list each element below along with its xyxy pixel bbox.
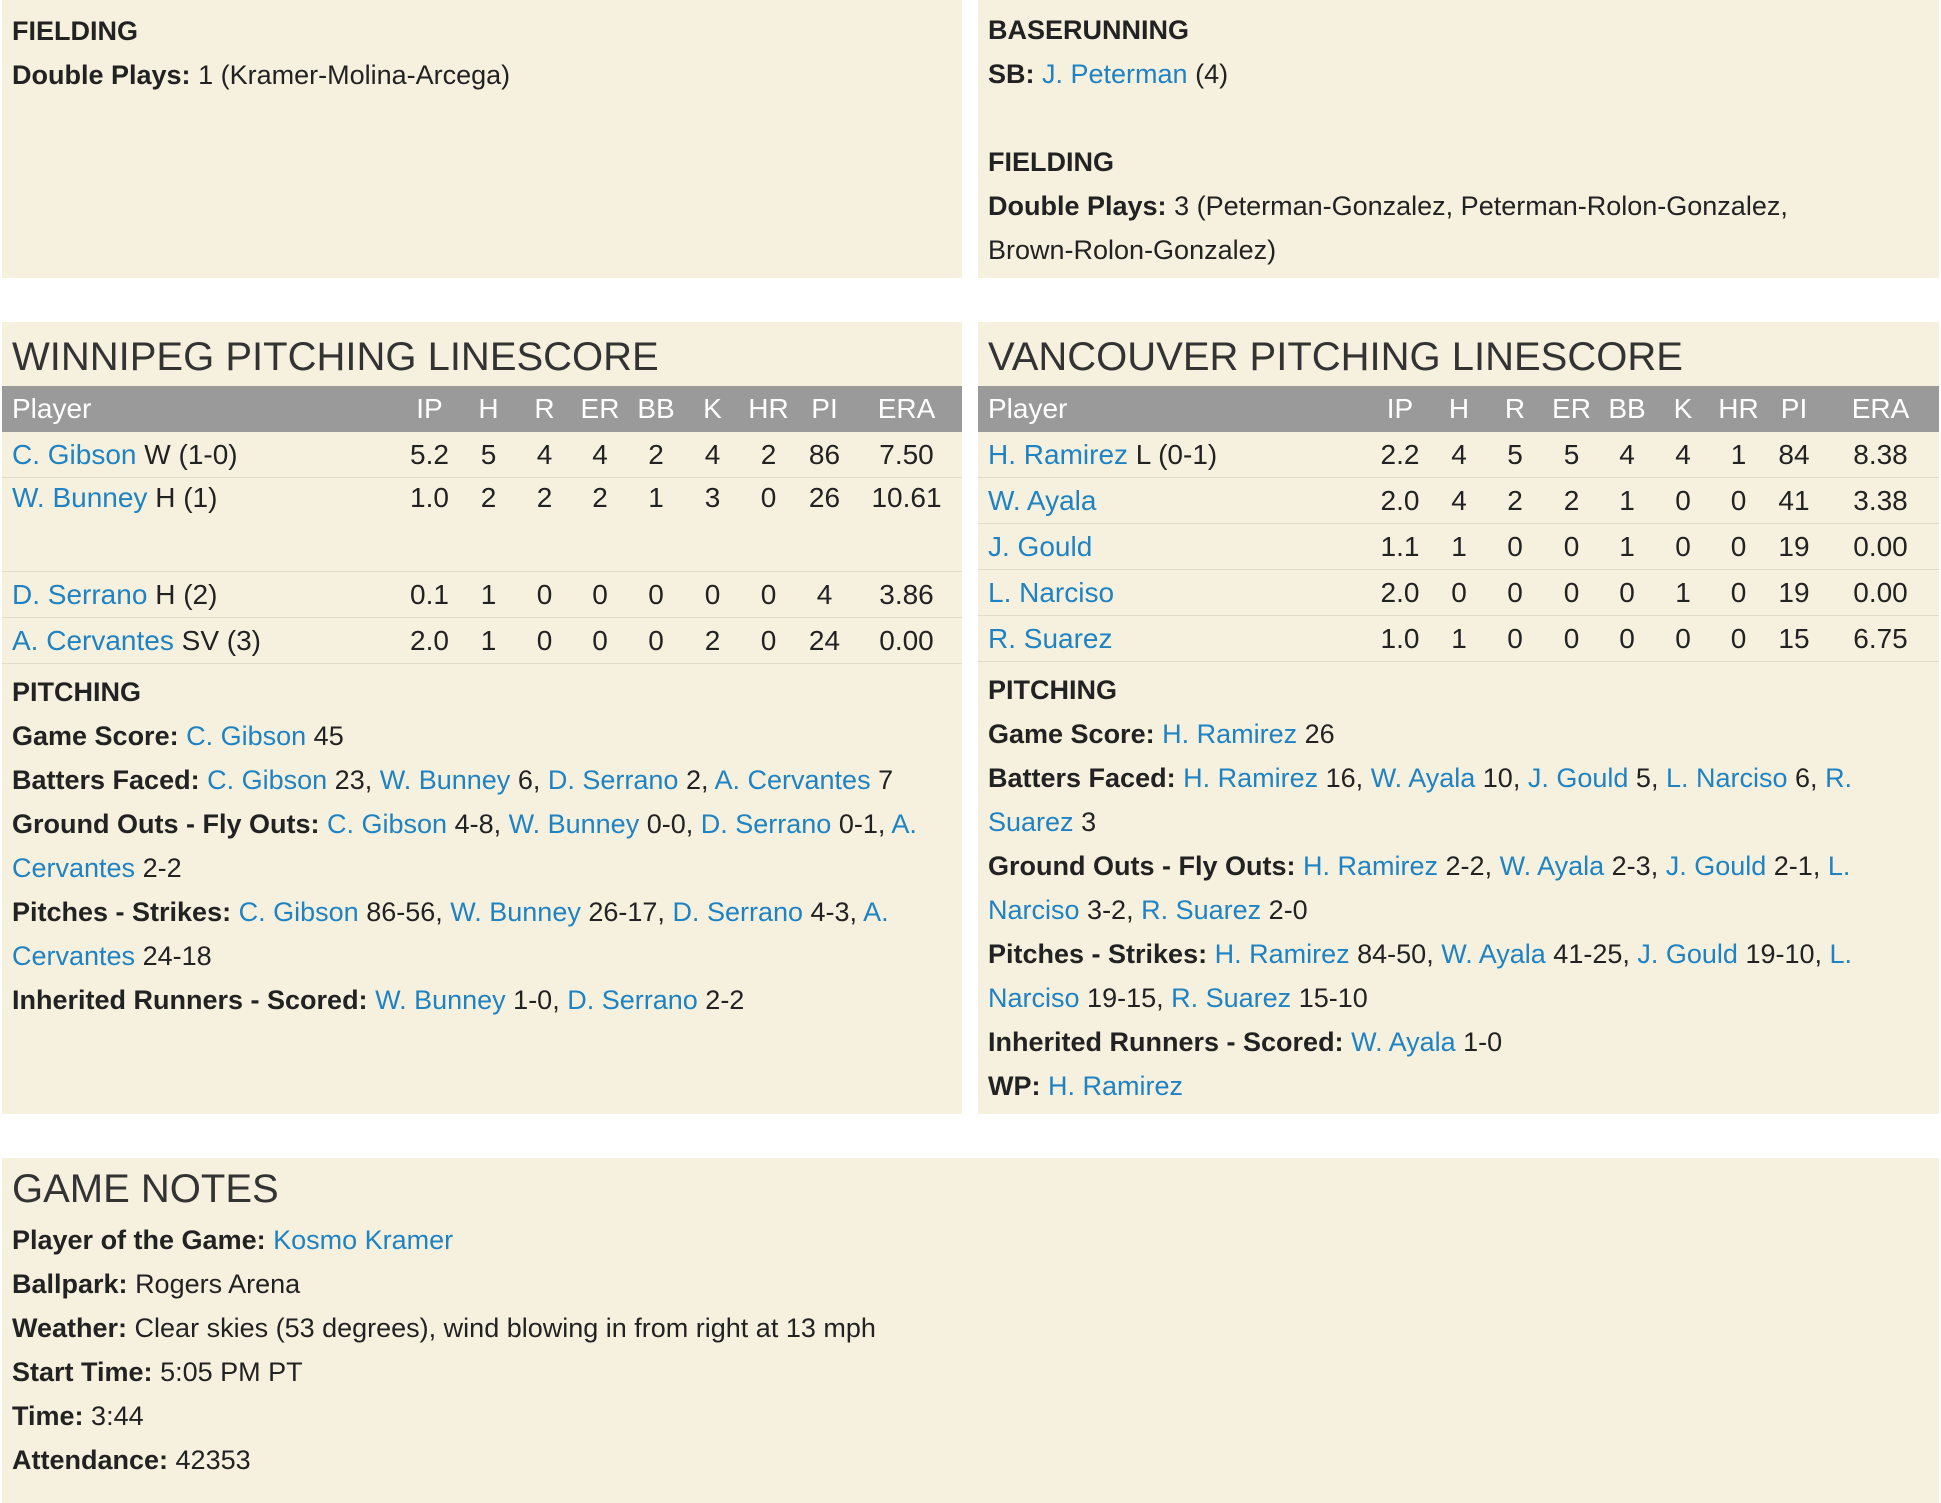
player-link[interactable]: H. Ramirez [1303, 851, 1439, 881]
player-link[interactable]: A. Cervantes [12, 624, 174, 656]
player-link[interactable]: Cervantes [12, 853, 136, 883]
col-header: R [515, 386, 574, 432]
wild-pitch-label: WP: [988, 1071, 1041, 1101]
stat-cell: 5 [1486, 432, 1544, 478]
player-link[interactable]: W. Ayala [1351, 1027, 1456, 1057]
batters-faced-label: Batters Faced: [988, 763, 1176, 793]
player-cell [978, 570, 1368, 616]
stat-value: 19-15 [1087, 983, 1157, 1013]
col-header: IP [397, 386, 462, 432]
decision-note: L (0-1) [1135, 438, 1218, 470]
batters-faced-line: Batters Faced: H. Ramirez 16, W. Ayala 10, J. Gould 5, L. Narciso 6, R. [988, 763, 1853, 793]
stat-value: 0-0 [646, 809, 686, 839]
sb-label: SB: [988, 59, 1035, 89]
stat-cell: 2.0 [1368, 478, 1432, 524]
stat-value: 2-0 [1268, 895, 1308, 925]
player-link[interactable]: W. Ayala [1370, 763, 1476, 793]
stat-cell: 4 [574, 432, 626, 478]
stat-cell: 6.75 [1822, 616, 1939, 662]
inherited-runners-label: Inherited Runners - Scored: [12, 985, 368, 1015]
stat-cell: 2 [1544, 478, 1599, 524]
pitches-strikes-continued [12, 934, 952, 978]
stat-cell: 2 [739, 432, 798, 478]
stat-cell: 4 [686, 432, 739, 478]
stat-cell: 0 [626, 572, 686, 618]
game-time-label: Time: [12, 1401, 84, 1431]
decision-note: W (1-0) [144, 438, 238, 470]
player-link[interactable]: H. Ramirez [988, 438, 1129, 470]
col-header: K [1655, 386, 1711, 432]
pitches-strikes-continued: Narciso 19-15, R. Suarez 15-10 [988, 983, 1368, 1013]
stat-value: 4-8 [454, 809, 494, 839]
player-cell [978, 478, 1368, 524]
col-header: R [1486, 386, 1544, 432]
stat-cell: 24 [798, 618, 851, 664]
vancouver-linescore-title: VANCOUVER PITCHING LINESCORE [988, 335, 1683, 379]
stat-value: 6 [1795, 763, 1811, 793]
stat-value: 6 [517, 765, 533, 795]
stat-value: 2-3 [1611, 851, 1651, 881]
stat-value: 2-2 [1445, 851, 1485, 881]
stat-cell: 0 [626, 618, 686, 664]
col-header: Player [978, 386, 1368, 432]
player-link[interactable]: A. [863, 897, 889, 927]
table-row [978, 570, 1939, 616]
stat-cell: 2 [626, 432, 686, 478]
stat-cell: 2.0 [397, 618, 462, 664]
player-link[interactable]: J. Gould [1637, 939, 1738, 969]
potg-label: Player of the Game: [12, 1225, 266, 1255]
stat-cell: 0 [1655, 524, 1711, 570]
stat-cell: 0 [1432, 570, 1486, 616]
col-header: ER [574, 386, 626, 432]
player-link[interactable]: C. Gibson [238, 897, 359, 927]
player-cell [978, 524, 1368, 570]
player-link[interactable]: L. Narciso [988, 576, 1115, 608]
ground-fly-outs-continued: Narciso 3-2, R. Suarez 2-0 [988, 895, 1308, 925]
stat-cell: 86 [798, 432, 851, 478]
stat-value: 4-3 [810, 897, 850, 927]
col-header: H [1432, 386, 1486, 432]
player-link[interactable]: H. Ramirez [1048, 1071, 1184, 1101]
stat-cell: 0 [1544, 524, 1599, 570]
player-link[interactable]: W. Ayala [1441, 939, 1546, 969]
winnipeg-pitching-panel [2, 322, 962, 1114]
vancouver-pitching-panel [978, 322, 1939, 1114]
stat-value: 19-10 [1745, 939, 1815, 969]
col-header: ER [1544, 386, 1599, 432]
stat-cell: 7.50 [851, 432, 962, 478]
stat-cell: 0 [1544, 570, 1599, 616]
game-score-line [988, 712, 1929, 756]
winnipeg-linescore-table [2, 386, 962, 664]
stat-value: 15-10 [1298, 983, 1368, 1013]
player-cell [978, 432, 1368, 478]
table-header-row [978, 386, 1939, 432]
stat-value: 0-1 [838, 809, 878, 839]
stat-cell: 4 [515, 432, 574, 478]
stat-cell: 0 [739, 572, 798, 618]
stat-cell: 1 [1655, 570, 1711, 616]
player-link[interactable]: D. Serrano [547, 765, 679, 795]
player-link[interactable]: A. [891, 809, 917, 839]
stat-cell: 0 [739, 478, 798, 572]
stat-cell: 2 [1486, 478, 1544, 524]
stat-cell: 19 [1766, 524, 1822, 570]
table-row [2, 618, 962, 664]
player-link[interactable]: R. Suarez [1171, 983, 1292, 1013]
player-link[interactable]: Suarez [988, 807, 1074, 837]
ballpark-value: Rogers Arena [135, 1269, 301, 1299]
col-header: PI [1766, 386, 1822, 432]
player-link[interactable]: J. Peterman [1042, 59, 1188, 89]
stat-cell: 0 [1711, 616, 1766, 662]
stat-value: 16 [1325, 763, 1356, 793]
player-link[interactable]: L. Narciso [1665, 763, 1788, 793]
stat-cell: 0.00 [851, 618, 962, 664]
player-link[interactable]: W. Bunney [375, 985, 506, 1015]
stat-cell: 84 [1766, 432, 1822, 478]
ballpark-line [12, 1262, 1929, 1306]
game-score-value: 26 [1304, 719, 1335, 749]
start-time-value: 5:05 PM PT [160, 1357, 303, 1387]
stat-value: 41-25 [1553, 939, 1623, 969]
stat-cell: 0.1 [397, 572, 462, 618]
stat-cell: 0 [574, 572, 626, 618]
stat-cell: 8.38 [1822, 432, 1939, 478]
double-plays-continued: Brown-Rolon-Gonzalez) [988, 235, 1277, 265]
player-link[interactable]: J. Gould [1527, 763, 1629, 793]
stat-cell: 3 [686, 478, 739, 572]
player-link[interactable]: Narciso [988, 983, 1080, 1013]
decision-note: H (1) [155, 482, 218, 513]
stat-cell: 1.1 [1368, 524, 1432, 570]
stat-value: 86-56 [366, 897, 436, 927]
col-header: IP [1368, 386, 1432, 432]
stat-cell: 0 [739, 618, 798, 664]
stat-cell: 2 [686, 618, 739, 664]
decision-note: H (2) [155, 578, 218, 610]
col-header: K [686, 386, 739, 432]
fielding-heading: FIELDING [988, 147, 1114, 177]
stat-cell: 0 [1711, 570, 1766, 616]
player-link[interactable]: H. Ramirez [1214, 939, 1350, 969]
attendance-line [12, 1438, 1929, 1482]
player-link[interactable]: D. Serrano [12, 578, 148, 610]
stat-cell: 0 [1486, 524, 1544, 570]
stat-value: 2-2 [705, 985, 745, 1015]
stat-cell: 4 [1432, 478, 1486, 524]
stat-value: 23 [334, 765, 365, 795]
ballpark-label: Ballpark: [12, 1269, 128, 1299]
double-plays-line [12, 53, 952, 97]
player-of-the-game-line [12, 1218, 1929, 1262]
player-link[interactable]: D. Serrano [567, 985, 698, 1015]
weather-line [12, 1306, 1929, 1350]
attendance-value: 42353 [175, 1445, 251, 1475]
weather-value: Clear skies (53 degrees), wind blowing in from right at 13 mph [134, 1313, 876, 1343]
player-link[interactable]: D. Serrano [700, 809, 832, 839]
stat-cell: 0.00 [1822, 570, 1939, 616]
game-score-label: Game Score: [12, 721, 179, 751]
stat-cell: 0 [1711, 524, 1766, 570]
player-link[interactable]: C. Gibson [186, 721, 307, 751]
inherited-runners-line: Inherited Runners - Scored: W. Bunney 1-0, D. Serrano 2-2 [12, 985, 745, 1015]
table-row [2, 572, 962, 618]
winnipeg-pitching-notes [12, 664, 952, 1022]
stat-cell: 0 [1486, 616, 1544, 662]
player-link[interactable]: D. Serrano [672, 897, 803, 927]
double-plays-value: 1 (Kramer-Molina-Arcega) [198, 60, 511, 90]
stat-cell: 0 [1655, 478, 1711, 524]
game-time-value: 3:44 [91, 1401, 144, 1431]
player-cell [2, 572, 397, 618]
table-row [2, 432, 962, 478]
stat-cell: 1.0 [397, 478, 462, 572]
stat-cell: 4 [1599, 432, 1655, 478]
game-score-label: Game Score: [988, 719, 1155, 749]
pitching-heading: PITCHING [12, 677, 142, 707]
player-link[interactable]: Narciso [988, 895, 1080, 925]
stat-cell: 10.61 [851, 478, 962, 572]
player-link[interactable]: W. Ayala [988, 484, 1097, 516]
stat-cell: 0 [1599, 616, 1655, 662]
player-link[interactable]: H. Ramirez [1183, 763, 1319, 793]
col-header: ERA [1822, 386, 1939, 432]
player-cell [978, 616, 1368, 662]
player-link[interactable]: W. Bunney [450, 897, 581, 927]
stat-cell: 1 [1432, 524, 1486, 570]
stat-cell: 4 [1655, 432, 1711, 478]
stat-cell: 5.2 [397, 432, 462, 478]
batters-faced-continued [988, 800, 1929, 844]
player-cell [2, 432, 397, 478]
col-header: HR [739, 386, 798, 432]
player-link[interactable]: R. Suarez [1141, 895, 1262, 925]
stat-cell: 26 [798, 478, 851, 572]
player-link[interactable]: C. Gibson [12, 438, 137, 470]
stat-cell: 0.00 [1822, 524, 1939, 570]
inherited-runners-label: Inherited Runners - Scored: [988, 1027, 1344, 1057]
player-link[interactable]: C. Gibson [207, 765, 328, 795]
sb-count: (4) [1195, 59, 1229, 89]
game-notes-panel [2, 1158, 1939, 1503]
table-row [978, 524, 1939, 570]
stat-cell: 0 [574, 618, 626, 664]
game-notes-title: GAME NOTES [12, 1167, 279, 1211]
stat-value: 10 [1482, 763, 1513, 793]
stat-cell: 0 [1544, 616, 1599, 662]
ground-fly-outs-label: Ground Outs - Fly Outs: [12, 809, 320, 839]
stat-cell: 5 [1544, 432, 1599, 478]
stat-cell: 1 [1599, 524, 1655, 570]
player-link[interactable]: A. Cervantes [714, 765, 871, 795]
stat-cell: 41 [1766, 478, 1822, 524]
player-link[interactable]: C. Gibson [327, 809, 448, 839]
player-link[interactable]: W. Bunney [508, 809, 640, 839]
col-header: BB [1599, 386, 1655, 432]
stat-value: 84-50 [1357, 939, 1427, 969]
game-time-line [12, 1394, 1929, 1438]
ground-fly-outs-line: Ground Outs - Fly Outs: C. Gibson 4-8, W. Bunney 0-0, D. Serrano 0-1, A. [12, 809, 917, 839]
stat-cell: 2 [462, 478, 515, 572]
ground-fly-outs-line: Ground Outs - Fly Outs: H. Ramirez 2-2, W. Ayala 2-3, J. Gould 2-1, L. [988, 851, 1851, 881]
inherited-runners-line [988, 1020, 1929, 1064]
stat-cell: 0 [1655, 616, 1711, 662]
stat-cell: 1 [462, 618, 515, 664]
stat-cell: 2.0 [1368, 570, 1432, 616]
stat-cell: 3.86 [851, 572, 962, 618]
vancouver-pitching-notes [988, 662, 1929, 1108]
player-link[interactable]: Kosmo Kramer [273, 1225, 454, 1255]
stat-cell: 5 [462, 432, 515, 478]
player-link[interactable]: R. Suarez [988, 622, 1113, 654]
stat-value: 26-17 [588, 897, 658, 927]
double-plays-value: 3 (Peterman-Gonzalez, Peterman-Rolon-Gonzalez, [1174, 191, 1788, 221]
stat-cell: 2 [574, 478, 626, 572]
stat-value: 1-0 [513, 985, 553, 1015]
col-header: HR [1711, 386, 1766, 432]
table-row [978, 478, 1939, 524]
weather-label: Weather: [12, 1313, 128, 1343]
col-header: Player [2, 386, 397, 432]
stat-cell: 1 [1711, 432, 1766, 478]
decision-note: SV (3) [181, 624, 261, 656]
double-plays-label: Double Plays: [12, 60, 191, 90]
player-link[interactable]: W. Bunney [12, 482, 148, 513]
stat-value: 7 [878, 765, 894, 795]
stat-cell: 4 [1432, 432, 1486, 478]
pitches-strikes-line: Pitches - Strikes: H. Ramirez 84-50, W. Ayala 41-25, J. Gould 19-10, L. [988, 939, 1853, 969]
stat-cell: 2 [515, 478, 574, 572]
stat-cell: 4 [798, 572, 851, 618]
player-cell [2, 618, 397, 664]
stat-value: 5 [1635, 763, 1651, 793]
player-link[interactable]: W. Ayala [1499, 851, 1605, 881]
pitches-strikes-label: Pitches - Strikes: [12, 897, 232, 927]
stat-cell: 1.0 [1368, 616, 1432, 662]
stat-value: 3 [1081, 807, 1097, 837]
game-score-line [12, 714, 952, 758]
stat-value: 1-0 [1463, 1027, 1503, 1057]
stat-value: 2-2 [142, 853, 182, 883]
stat-cell: 0 [686, 572, 739, 618]
player-cell [2, 478, 397, 572]
double-plays-label: Double Plays: [988, 191, 1167, 221]
stat-cell: 2.2 [1368, 432, 1432, 478]
batters-faced-label: Batters Faced: [12, 765, 200, 795]
stat-cell: 0 [515, 618, 574, 664]
stat-value: 2-1 [1773, 851, 1813, 881]
pitching-heading: PITCHING [988, 675, 1118, 705]
stat-cell: 0 [1711, 478, 1766, 524]
player-link[interactable]: J. Gould [1665, 851, 1767, 881]
player-link[interactable]: L. [1827, 851, 1851, 881]
baserunning-heading: BASERUNNING [988, 15, 1190, 45]
player-link[interactable]: R. [1825, 763, 1853, 793]
stolen-bases-line [988, 52, 1929, 96]
start-time-label: Start Time: [12, 1357, 153, 1387]
table-row [978, 432, 1939, 478]
attendance-label: Attendance: [12, 1445, 169, 1475]
double-plays-line [988, 184, 1929, 228]
player-link[interactable]: W. Bunney [379, 765, 511, 795]
col-header: BB [626, 386, 686, 432]
start-time-line [12, 1350, 1929, 1394]
stat-cell: 0 [1486, 570, 1544, 616]
vancouver-fielding-panel [978, 0, 1939, 278]
col-header: PI [798, 386, 851, 432]
pitches-strikes-label: Pitches - Strikes: [988, 939, 1208, 969]
stat-cell: 19 [1766, 570, 1822, 616]
winnipeg-fielding-panel [2, 0, 962, 278]
fielding-heading: FIELDING [12, 16, 138, 46]
stat-cell: 1 [1599, 478, 1655, 524]
game-score-value: 45 [313, 721, 344, 751]
col-header: ERA [851, 386, 962, 432]
stat-cell: 1 [462, 572, 515, 618]
winnipeg-linescore-title: WINNIPEG PITCHING LINESCORE [12, 335, 659, 379]
table-row [978, 616, 1939, 662]
stat-cell: 0 [515, 572, 574, 618]
stat-cell: 1 [1432, 616, 1486, 662]
player-link[interactable]: Cervantes [12, 941, 136, 971]
wild-pitch-line [988, 1064, 1929, 1108]
stat-cell: 15 [1766, 616, 1822, 662]
stat-value: 2 [685, 765, 701, 795]
player-link[interactable]: H. Ramirez [1162, 719, 1298, 749]
stat-cell: 0 [1599, 570, 1655, 616]
batters-faced-line: Batters Faced: C. Gibson 23, W. Bunney 6, D. Serrano 2, A. Cervantes 7 [12, 765, 894, 795]
table-row [2, 478, 962, 572]
player-link[interactable]: J. Gould [988, 530, 1093, 562]
table-header-row [2, 386, 962, 432]
vancouver-linescore-table [978, 386, 1939, 662]
col-header: H [462, 386, 515, 432]
ground-fly-outs-continued [12, 846, 952, 890]
stat-cell: 3.38 [1822, 478, 1939, 524]
ground-fly-outs-label: Ground Outs - Fly Outs: [988, 851, 1296, 881]
stat-value: 3-2 [1087, 895, 1127, 925]
pitches-strikes-line: Pitches - Strikes: C. Gibson 86-56, W. Bunney 26-17, D. Serrano 4-3, A. [12, 897, 889, 927]
stat-value: 24-18 [142, 941, 212, 971]
player-link[interactable]: L. [1829, 939, 1853, 969]
stat-cell: 1 [626, 478, 686, 572]
